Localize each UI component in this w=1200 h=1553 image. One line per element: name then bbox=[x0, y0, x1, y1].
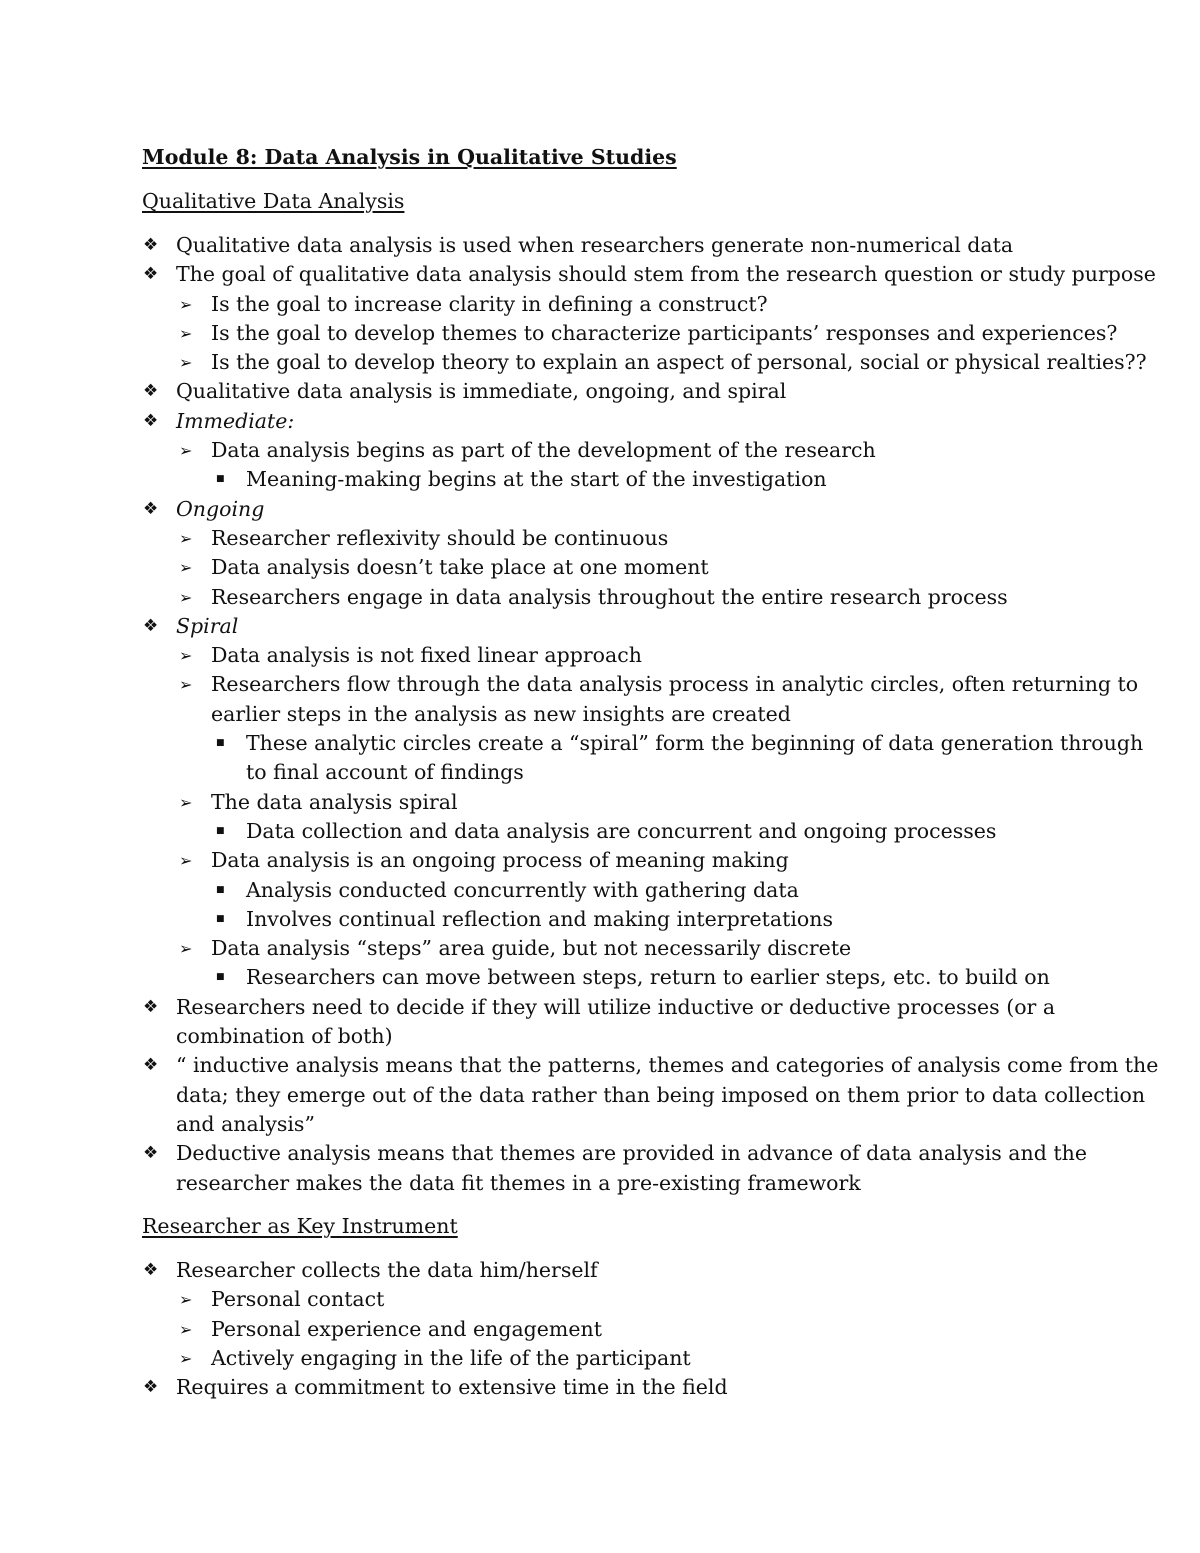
list-item-text: Researchers flow through the data analysis process in analytic circles, often returning to bbox=[211, 672, 1139, 697]
list-item-text: Data analysis doesn’t take place at one moment bbox=[211, 555, 709, 580]
list-item bbox=[0, 963, 1200, 992]
list-item-text: Ongoing bbox=[176, 496, 265, 521]
list-item bbox=[0, 231, 1200, 260]
list-item-text: Data analysis is not fixed linear approach bbox=[211, 643, 642, 668]
list-item-text: Researcher reflexivity should be continuous bbox=[211, 525, 669, 550]
list-item bbox=[0, 1373, 1200, 1402]
list-item-text: Data analysis is an ongoing process of meaning making bbox=[211, 848, 789, 873]
list-item-text: These analytic circles create a “spiral” form the beginning of data generation through bbox=[246, 731, 1144, 756]
diamond-bullet-icon: ❖ bbox=[143, 498, 159, 519]
list-item bbox=[0, 788, 1200, 817]
list-item-text: The goal of qualitative data analysis should stem from the research question or study purpose bbox=[176, 262, 1156, 287]
list-item-text: Requires a commitment to extensive time in the field bbox=[176, 1375, 728, 1400]
list-item bbox=[0, 1285, 1200, 1314]
arrow-bullet-icon: ➢ bbox=[179, 851, 193, 871]
diamond-bullet-icon: ❖ bbox=[143, 381, 159, 402]
list-item-text: Immediate: bbox=[176, 408, 295, 433]
arrow-bullet-icon: ➢ bbox=[179, 646, 193, 666]
list-item bbox=[0, 290, 1200, 319]
list-item-text: Personal experience and engagement bbox=[211, 1316, 602, 1341]
list-item-text: Researchers engage in data analysis throughout the entire research process bbox=[211, 584, 1008, 609]
square-bullet-icon: ■ bbox=[216, 884, 225, 895]
list-item bbox=[0, 934, 1200, 963]
list-item bbox=[0, 553, 1200, 582]
list-item-text: Qualitative data analysis is used when researchers generate non-numerical data bbox=[176, 233, 1014, 257]
list-item-text: Researcher collects the data him/herself bbox=[176, 1258, 598, 1282]
list-item-text: Personal contact bbox=[211, 1287, 385, 1312]
list-item bbox=[0, 1139, 1200, 1168]
list-item-text: and analysis” bbox=[176, 1111, 315, 1136]
list-item-text: Researchers need to decide if they will utilize inductive or deductive processes (or a bbox=[176, 994, 1056, 1019]
arrow-bullet-icon: ➢ bbox=[179, 1290, 193, 1310]
qualitative-data-analysis-list bbox=[0, 231, 1200, 1198]
list-item-continuation bbox=[0, 758, 1200, 787]
arrow-bullet-icon: ➢ bbox=[179, 441, 193, 461]
list-item-text: Is the goal to increase clarity in defining a construct? bbox=[211, 291, 768, 316]
list-item bbox=[0, 876, 1200, 905]
list-item bbox=[0, 1344, 1200, 1373]
list-item-text: researcher makes the data fit themes in a pre-existing framework bbox=[176, 1170, 861, 1195]
list-item bbox=[0, 495, 1200, 524]
arrow-bullet-icon: ➢ bbox=[179, 294, 193, 314]
list-item-text: Involves continual reflection and making interpretations bbox=[246, 906, 833, 931]
list-item bbox=[0, 729, 1200, 758]
list-item bbox=[0, 583, 1200, 612]
square-bullet-icon: ■ bbox=[216, 972, 225, 983]
list-item-text: Actively engaging in the life of the participant bbox=[211, 1345, 691, 1370]
list-item bbox=[0, 641, 1200, 670]
list-item-text: to final account of findings bbox=[246, 760, 524, 785]
list-item-text: Meaning-making begins at the start of the investigation bbox=[246, 467, 827, 492]
list-item-text: Spiral bbox=[176, 613, 239, 638]
list-item bbox=[0, 905, 1200, 934]
list-item bbox=[0, 260, 1200, 289]
diamond-bullet-icon: ❖ bbox=[143, 1055, 159, 1076]
arrow-bullet-icon: ➢ bbox=[179, 675, 193, 695]
diamond-bullet-icon: ❖ bbox=[143, 1143, 159, 1164]
list-item-text: earlier steps in the analysis as new insights are created bbox=[211, 701, 791, 726]
section-heading-qualitative-data-analysis: Qualitative Data Analysis bbox=[142, 189, 405, 213]
list-item-text: Is the goal to develop themes to characterize participants’ responses and experiences? bbox=[211, 320, 1118, 345]
list-item-continuation bbox=[0, 1022, 1200, 1051]
list-item-text: Researchers can move between steps, return to earlier steps, etc. to build on bbox=[246, 965, 1050, 990]
list-item bbox=[0, 1051, 1200, 1080]
diamond-bullet-icon: ❖ bbox=[143, 235, 159, 255]
arrow-bullet-icon: ➢ bbox=[179, 939, 193, 959]
researcher-as-key-instrument-list bbox=[0, 1256, 1200, 1402]
list-item bbox=[0, 319, 1200, 348]
section-heading-researcher-as-key-instrument: Researcher as Key Instrument bbox=[142, 1214, 458, 1238]
list-item bbox=[0, 377, 1200, 406]
diamond-bullet-icon: ❖ bbox=[143, 1260, 159, 1280]
list-item-text: combination of both) bbox=[176, 1024, 393, 1049]
arrow-bullet-icon: ➢ bbox=[179, 1319, 193, 1339]
square-bullet-icon: ■ bbox=[216, 738, 225, 749]
list-item-text: Data analysis “steps” area guide, but not necessarily discrete bbox=[211, 936, 852, 961]
list-item-text: Is the goal to develop theory to explain an aspect of personal, social or physical realties?? bbox=[211, 350, 1147, 375]
square-bullet-icon: ■ bbox=[216, 474, 225, 485]
list-item-text: Deductive analysis means that themes are provided in advance of data analysis and the bbox=[176, 1141, 1087, 1166]
list-item bbox=[0, 817, 1200, 846]
list-item bbox=[0, 993, 1200, 1022]
arrow-bullet-icon: ➢ bbox=[179, 1348, 193, 1368]
list-item bbox=[0, 612, 1200, 641]
arrow-bullet-icon: ➢ bbox=[179, 528, 193, 548]
diamond-bullet-icon: ❖ bbox=[143, 615, 159, 636]
list-item-text: Data collection and data analysis are concurrent and ongoing processes bbox=[246, 818, 997, 843]
diamond-bullet-icon: ❖ bbox=[143, 996, 159, 1017]
list-item bbox=[0, 436, 1200, 465]
list-item-text: Qualitative data analysis is immediate, ongoing, and spiral bbox=[176, 379, 787, 404]
list-item-text: Data analysis begins as part of the development of the research bbox=[211, 438, 876, 463]
arrow-bullet-icon: ➢ bbox=[179, 792, 193, 812]
arrow-bullet-icon: ➢ bbox=[179, 323, 193, 343]
page-title: Module 8: Data Analysis in Qualitative Studies bbox=[142, 145, 677, 169]
square-bullet-icon: ■ bbox=[216, 913, 225, 924]
arrow-bullet-icon: ➢ bbox=[179, 587, 193, 607]
list-item-text: Analysis conducted concurrently with gathering data bbox=[246, 877, 799, 902]
square-bullet-icon: ■ bbox=[216, 825, 225, 836]
list-item bbox=[0, 846, 1200, 875]
list-item-continuation bbox=[0, 1110, 1200, 1139]
diamond-bullet-icon: ❖ bbox=[143, 1377, 159, 1398]
list-item-text: The data analysis spiral bbox=[211, 789, 458, 814]
diamond-bullet-icon: ❖ bbox=[143, 410, 159, 431]
list-item bbox=[0, 524, 1200, 553]
list-item bbox=[0, 670, 1200, 699]
list-item bbox=[0, 1315, 1200, 1344]
list-item-continuation bbox=[0, 700, 1200, 729]
list-item-text: data; they emerge out of the data rather than being imposed on them prior to data collection bbox=[176, 1082, 1146, 1107]
list-item bbox=[0, 465, 1200, 494]
list-item-continuation bbox=[0, 1169, 1200, 1198]
list-item bbox=[0, 1256, 1200, 1285]
arrow-bullet-icon: ➢ bbox=[179, 558, 193, 578]
diamond-bullet-icon: ❖ bbox=[143, 264, 159, 285]
list-item bbox=[0, 348, 1200, 377]
arrow-bullet-icon: ➢ bbox=[179, 353, 193, 373]
list-item-text: “ inductive analysis means that the patterns, themes and categories of analysis come from the bbox=[176, 1053, 1159, 1078]
list-item-continuation bbox=[0, 1081, 1200, 1110]
list-item bbox=[0, 407, 1200, 436]
